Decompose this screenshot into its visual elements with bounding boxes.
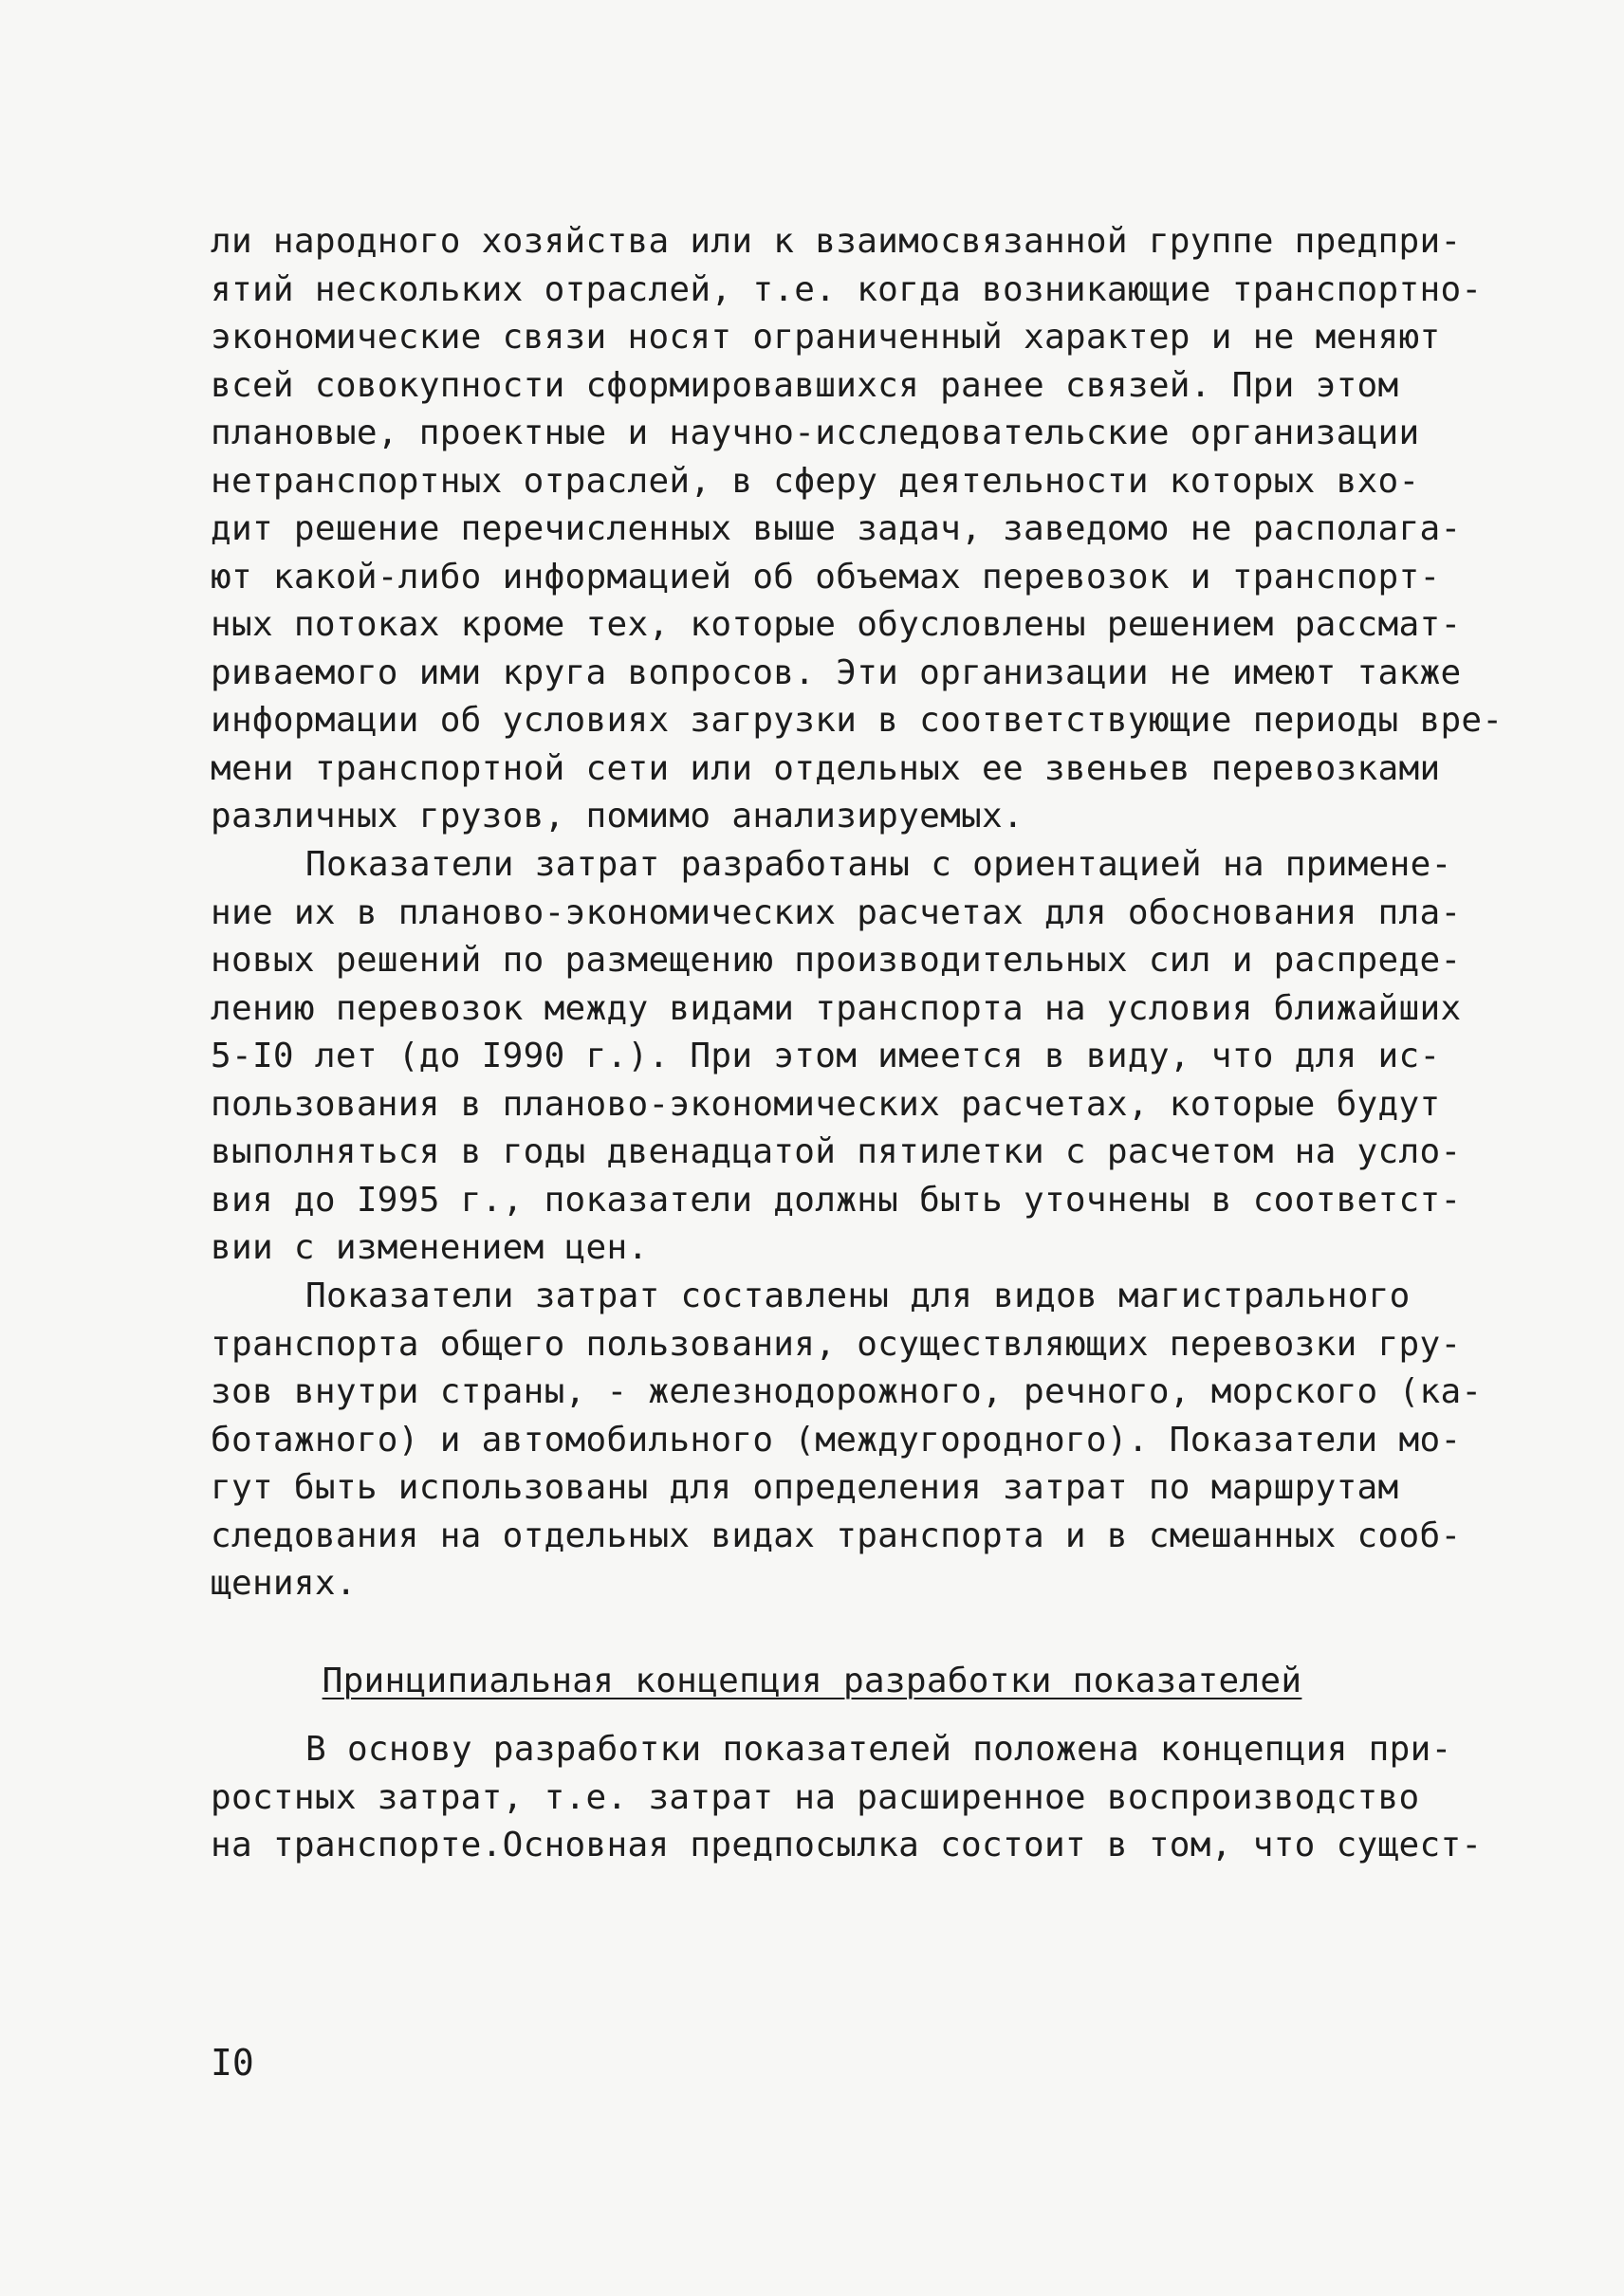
text-line: следования на отдельных видах транспорта и в смешанных сооб-: [211, 1515, 1462, 1555]
paragraph-cost-indicators: [211, 841, 1482, 1273]
text-line: информации об условиях загрузки в соответствующие периоды вре-: [211, 701, 1504, 740]
paragraph-transport-types: [211, 1273, 1482, 1608]
text-line: плановые, проектные и научно-исследовательские организации: [211, 413, 1420, 452]
text-line: риваемого ими круга вопросов. Эти организации не имеют также: [211, 652, 1462, 692]
text-line: нетранспортных отраслей, в сферу деятельности которых вхо-: [211, 461, 1420, 501]
text-line: ботажного) и автомобильного (междугородного). Показатели мо-: [211, 1420, 1462, 1460]
page-number: I0: [211, 2042, 254, 2084]
text-line: мени транспортной сети или отдельных ее звеньев перевозками: [211, 748, 1441, 788]
text-line: ют какой-либо информацией об объемах перевозок и транспорт-: [211, 557, 1441, 597]
text-line: транспорта общего пользования, осуществляющих перевозки гру-: [211, 1324, 1462, 1364]
text-line: Показатели затрат составлены для видов магистрального: [305, 1277, 1411, 1315]
text-line: дит решение перечисленных выше задач, заведомо не располага-: [211, 509, 1462, 548]
text-line: экономические связи носят ограниченный характер и не меняют: [211, 318, 1441, 357]
text-line: 5-I0 лет (до I990 г.). При этом имеется в виду, что для ис-: [211, 1037, 1441, 1075]
text-line: пользования в планово-экономических расчетах, которые будут: [211, 1084, 1441, 1124]
text-line: ние их в планово-экономических расчетах для обоснования пла-: [211, 892, 1462, 932]
text-line: вии с изменением цен.: [211, 1228, 649, 1267]
text-line: вия до I995 г., показатели должны быть уточнены в соответст-: [211, 1180, 1462, 1220]
text-line: лению перевозок между видами транспорта на условия ближайших: [211, 988, 1462, 1028]
text-line: на транспорте.Основная предпосылка состоит в том, что сущест-: [211, 1826, 1483, 1864]
section-heading: [0, 1658, 1624, 1705]
text-line: гут быть использованы для определения затрат по маршрутам: [211, 1468, 1399, 1507]
text-line: выполняться в годы двенадцатой пятилетки с расчетом на усло-: [211, 1132, 1462, 1171]
text-line: ли народного хозяйства или к взаимосвязанной группе предпри-: [211, 222, 1462, 261]
text-line: ростных затрат, т.е. затрат на расширенное воспроизводство: [211, 1777, 1420, 1817]
paragraph-continuation: [211, 218, 1504, 841]
text-line: Показатели затрат разработаны с ориентацией на примене-: [305, 845, 1452, 884]
text-line: всей совокупности сформировавшихся ранее связей. При этом: [211, 365, 1399, 405]
text-line: щениях.: [211, 1564, 357, 1603]
section-heading-text: Принципиальная концепция разработки показателей: [322, 1662, 1302, 1700]
text-line: различных грузов, помимо анализируемых.: [211, 797, 1024, 836]
text-line: ных потоках кроме тех, которые обусловлены решением рассмат-: [211, 605, 1462, 644]
text-line: В основу разработки показателей положена концепция при-: [305, 1730, 1452, 1769]
text-line: новых решений по размещению производительных сил и распреде-: [211, 941, 1462, 980]
text-line: зов внутри страны, - железнодорожного, речного, морского (ка-: [211, 1372, 1483, 1411]
paragraph-concept: [211, 1726, 1482, 1870]
text-line: ятий нескольких отраслей, т.е. когда возникающие транспортно-: [211, 269, 1483, 309]
